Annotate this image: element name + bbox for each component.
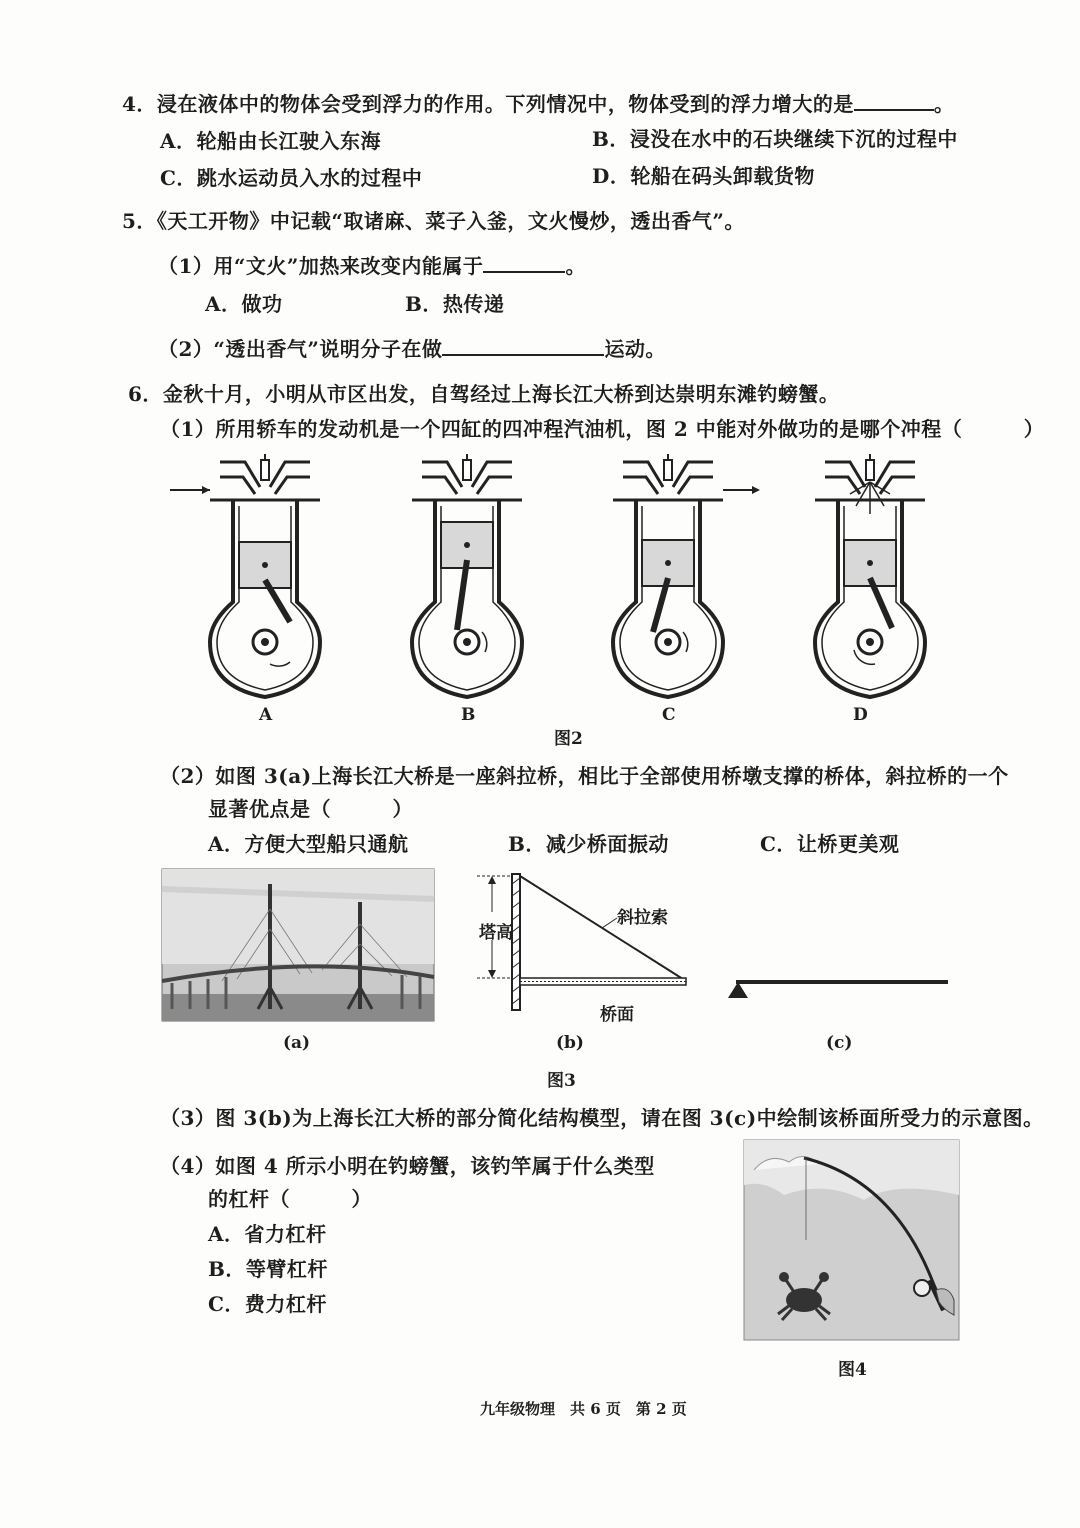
- q6-part4-line2: 的杠杆（ ）: [208, 1187, 372, 1211]
- q6-part4-option-c: C．费力杠杆: [208, 1292, 327, 1316]
- q4-stem: 4．浸在液体中的物体会受到浮力的作用。下列情况中，物体受到的浮力增大的是 。: [122, 92, 955, 116]
- fig3-sub-c: (c): [826, 1033, 853, 1053]
- q6-part4-option-a: A．省力杠杆: [208, 1222, 327, 1246]
- q6-part2-option-b: B．减少桥面振动: [508, 832, 669, 856]
- fig3b-cable-label: 斜拉索: [617, 908, 668, 928]
- q5-stem: 5．《天工开物》中记载“取诸麻、菜子入釜，文火慢炒，透出香气”。: [122, 209, 745, 233]
- fig2-caption: 图2: [554, 729, 583, 749]
- fig4-caption: 图4: [838, 1360, 867, 1380]
- q6-part3: （3）图 3(b)为上海长江大桥的部分简化结构模型，请在图 3(c)中绘制该桥面所受力的示意图。: [160, 1106, 1044, 1130]
- fig2-label-c: C: [662, 705, 676, 725]
- q6-part4-line1: （4）如图 4 所示小明在钓螃蟹，该钓竿属于什么类型: [160, 1154, 655, 1178]
- q5-part2-blank[interactable]: [442, 336, 604, 356]
- q6-part2-option-a: A．方便大型船只通航: [208, 832, 409, 856]
- q5-part1-option-b: B．热传递: [405, 292, 505, 316]
- figure-3c-drawing-area[interactable]: [724, 970, 954, 1010]
- page-footer: 九年级物理 共 6 页 第 2 页: [480, 1400, 687, 1418]
- fig2-label-d: D: [853, 705, 868, 725]
- fig3b-tower-height-label: 塔高: [479, 923, 513, 943]
- q6-stem: 6．金秋十月，小明从市区出发，自驾经过上海长江大桥到达崇明东滩钓螃蟹。: [128, 382, 840, 406]
- q6-part2-line1: （2）如图 3(a)上海长江大桥是一座斜拉桥，相比于全部使用桥墩支撑的桥体，斜拉桥的一个: [160, 764, 1009, 788]
- q4-option-d: D．轮船在码头卸载货物: [592, 164, 815, 188]
- q4-option-a: A．轮船由长江驶入东海: [160, 129, 382, 153]
- fig2-label-a: A: [259, 705, 273, 725]
- fig3-sub-b: (b): [556, 1033, 584, 1053]
- q6-part2-line2: 显著优点是（ ）: [208, 797, 413, 821]
- fig2-label-b: B: [461, 705, 476, 725]
- fig3-caption: 图3: [547, 1071, 576, 1091]
- q5-part2: （2）“透出香气”说明分子在做 运动。: [158, 337, 666, 361]
- figure-4-fishing-illustration: [744, 1140, 959, 1340]
- q5-part1-blank[interactable]: [483, 253, 565, 273]
- figure-3a-bridge-photo: [162, 869, 434, 1021]
- q6-part4-option-b: B．等臂杠杆: [208, 1257, 328, 1281]
- q5-part1-option-a: A．做功: [205, 292, 283, 316]
- q4-option-c: C．跳水运动员入水的过程中: [160, 166, 423, 190]
- q6-part2-option-c: C．让桥更美观: [760, 832, 900, 856]
- fig3b-deck-label: 桥面: [600, 1005, 634, 1025]
- q4-answer-blank[interactable]: [854, 91, 934, 111]
- fig3-sub-a: (a): [283, 1033, 311, 1053]
- q5-part1: （1）用“文火”加热来改变内能属于 。: [158, 254, 586, 278]
- q4-option-b: B．浸没在水中的石块继续下沉的过程中: [592, 127, 958, 151]
- q6-part1: （1）所用轿车的发动机是一个四缸的四冲程汽油机，图 2 中能对外做功的是哪个冲程（ ）: [160, 417, 1045, 441]
